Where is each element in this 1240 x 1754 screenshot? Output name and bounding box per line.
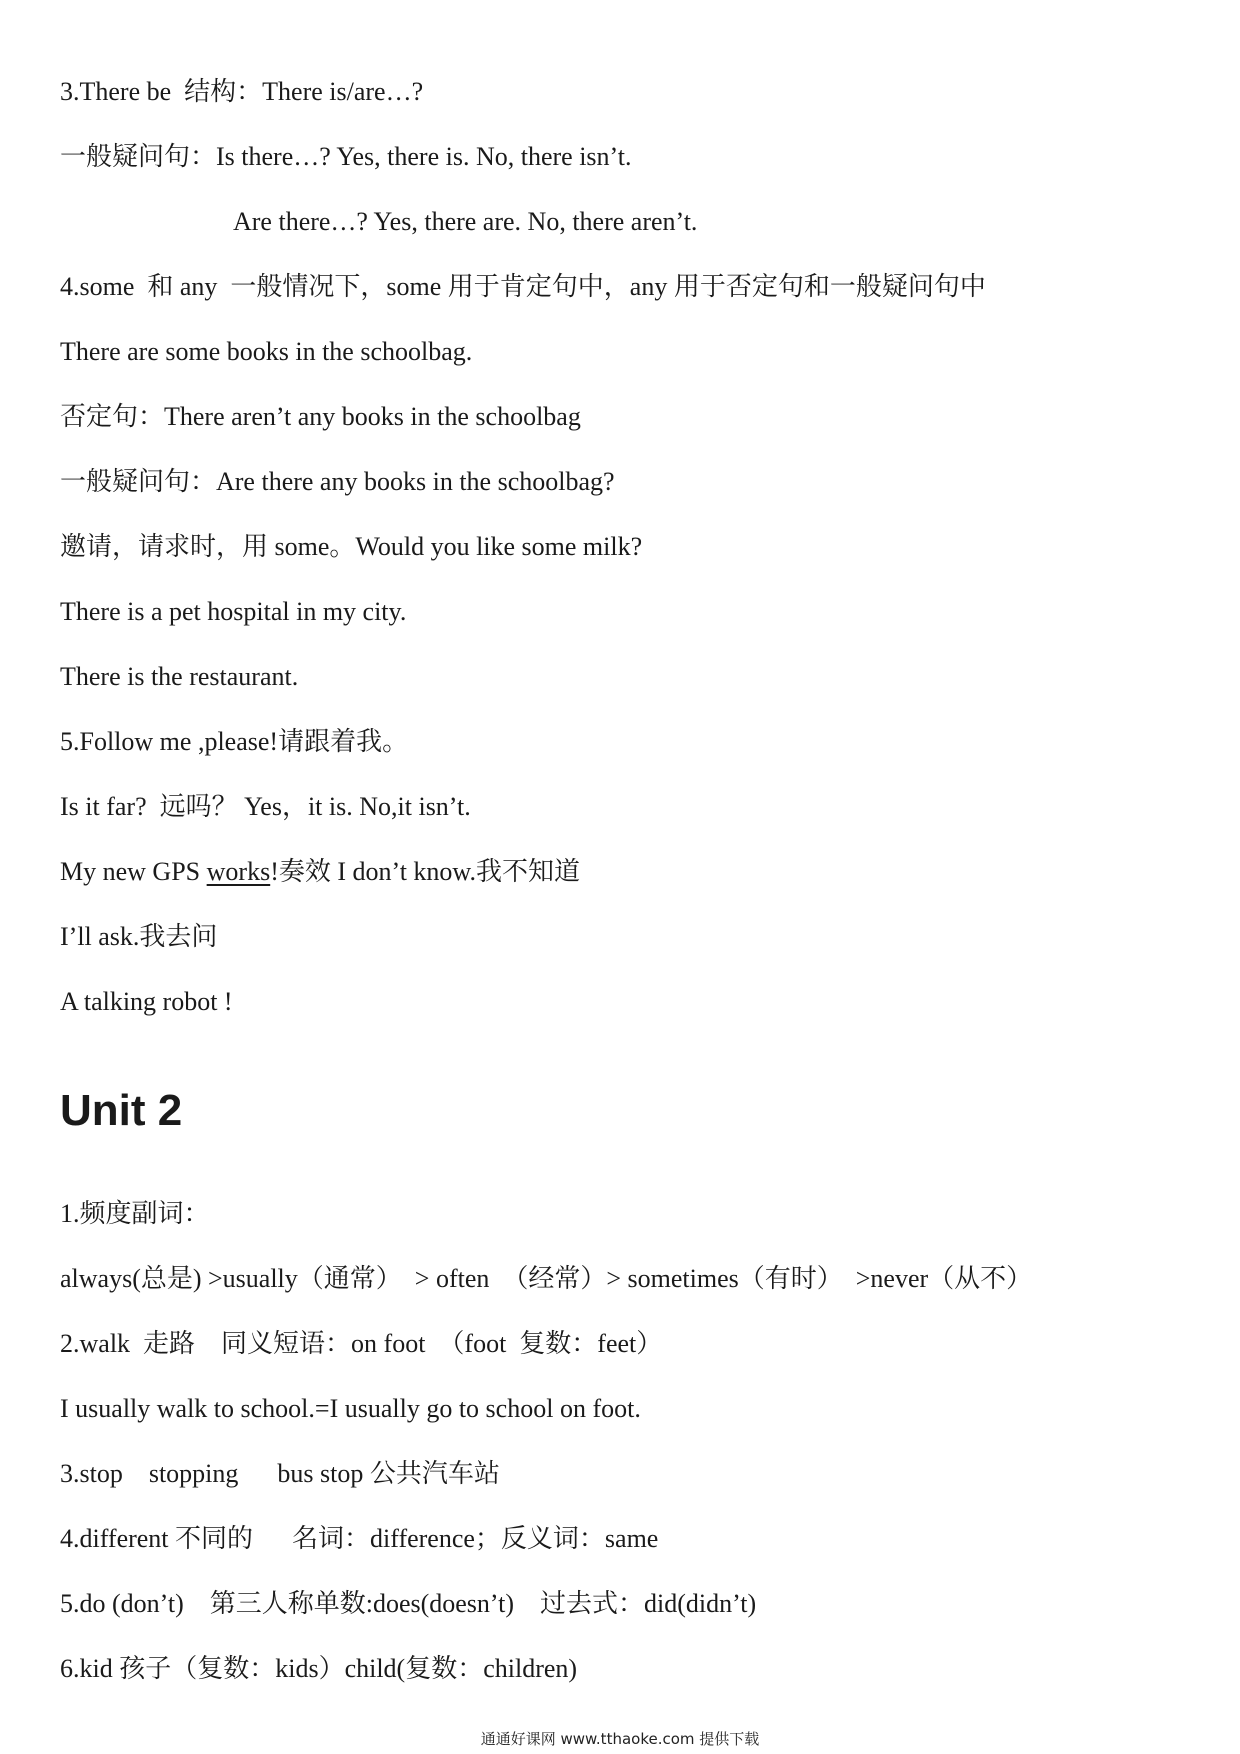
gps-works-line xyxy=(60,855,580,889)
there-be-structure-line: 3.There be 结构：There is/are…? xyxy=(60,77,424,106)
is-there-question-line: 一般疑问句：Is there…? Yes, there is. No, there isn’t. xyxy=(60,142,632,171)
frequency-adverbs-line: 1.频度副词： xyxy=(60,1199,210,1228)
underlined-works: works xyxy=(206,857,271,886)
restaurant-line: There is the restaurant. xyxy=(60,662,299,691)
follow-me-line: 5.Follow me ,please!请跟着我。 xyxy=(60,727,409,756)
gps-works-pre: My new GPS xyxy=(60,857,207,886)
pet-hospital-line: There is a pet hospital in my city. xyxy=(60,597,407,626)
kid-child-line: 6.kid 孩子（复数：kids）child(复数：children) xyxy=(60,1654,578,1683)
unit-2-heading: Unit 2 xyxy=(60,1086,183,1135)
talking-robot-line: A talking robot ! xyxy=(60,987,233,1016)
are-there-question-line: Are there…? Yes, there are. No, there aren’t. xyxy=(233,207,698,236)
is-it-far-line: Is it far? 远吗？ Yes，it is. No,it isn’t. xyxy=(60,792,471,821)
different-line: 4.different 不同的 名词：difference；反义词：same xyxy=(60,1524,659,1553)
some-any-rule-line: 4.some 和 any 一般情况下，some 用于肯定句中，any 用于否定句和一般疑问句中 xyxy=(60,272,986,301)
do-forms-line: 5.do (don’t) 第三人称单数:does(doesn’t) 过去式：did(didn’t) xyxy=(60,1589,757,1618)
walk-example-line: I usually walk to school.=I usually go to school on foot. xyxy=(60,1394,641,1423)
example-some-books-line: There are some books in the schoolbag. xyxy=(60,337,473,366)
ill-ask-line: I’ll ask.我去问 xyxy=(60,922,218,951)
question-example-line: 一般疑问句：Are there any books in the schoolbag? xyxy=(60,467,615,496)
stop-line: 3.stop stopping bus stop 公共汽车站 xyxy=(60,1459,500,1488)
page-footer: 通通好课网 www.tthaoke.com 提供下载 xyxy=(480,1730,760,1748)
negative-example-line: 否定句：There aren’t any books in the schoolbag xyxy=(60,402,581,431)
gps-works-post: !奏效 I don’t know.我不知道 xyxy=(270,857,581,886)
walk-line: 2.walk 走路 同义短语：on foot （foot 复数：feet） xyxy=(60,1329,663,1358)
frequency-scale-line: always(总是) >usually（通常） > often （经常）> sometimes（有时） >never（从不） xyxy=(60,1264,1033,1293)
invitation-some-line: 邀请，请求时，用 some。Would you like some milk? xyxy=(60,532,643,561)
